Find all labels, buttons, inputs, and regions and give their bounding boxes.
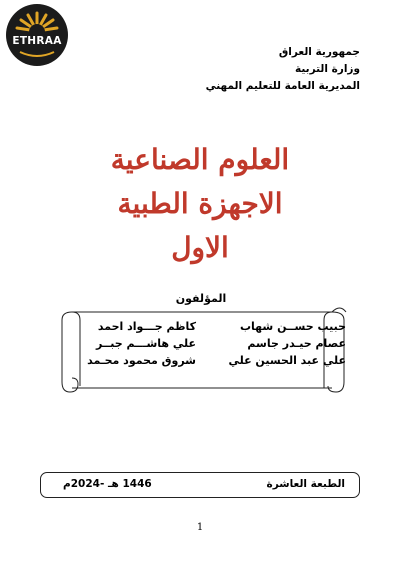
author-name: عصام حيـدر جاسم [247,337,346,350]
book-title [0,138,400,270]
author-row [80,352,346,369]
title-subject: العلوم الصناعية [110,143,290,176]
logo-text: ETHRAA [12,35,62,47]
edition-box [40,472,360,498]
ministry-header [206,44,360,95]
author-name: علي عبد الحسين علي [228,354,346,367]
title-grade: الاول [171,231,229,264]
authors-heading: المؤلفون [175,292,227,305]
header-country: جمهورية العراق [278,46,360,58]
author-name: علي هاشـــم جبــر [95,337,196,350]
title-specialty: الاجهزة الطبية [117,187,283,220]
edition-year: 1446 هـ -2024م [63,478,152,490]
author-name: حبيب حســن شهاب [239,320,346,333]
author-row [80,318,346,335]
header-ministry: وزارة التربية [294,63,360,75]
header-directorate: المديرية العامة للتعليم المهني [205,80,360,92]
author-name: كاظم جـــواد احمد [97,320,196,333]
author-row [80,335,346,352]
page-number: 1 [196,522,204,533]
author-name: شروق محمود محـمد [87,354,196,367]
ethraa-logo [6,4,68,66]
edition-label: الطبعة العاشرة [266,478,345,490]
authors-list [80,318,346,369]
